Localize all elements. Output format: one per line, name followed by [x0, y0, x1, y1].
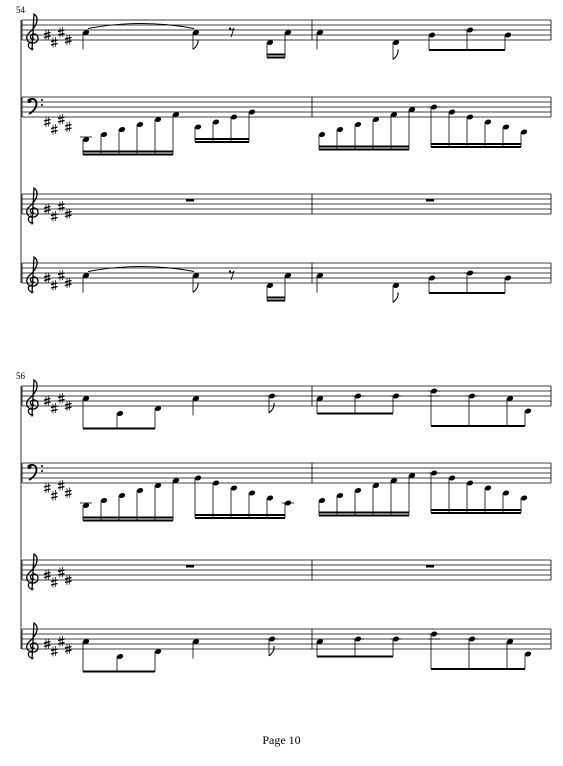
treble-clef-icon: [27, 380, 38, 416]
measure-number-56: 56: [16, 371, 25, 381]
clef-stroke: [27, 257, 38, 293]
sharp-icon: [58, 270, 65, 281]
sharp-stroke: [44, 123, 51, 125]
sharp-icon: [51, 211, 58, 222]
eighth-note: [192, 272, 200, 292]
whole-rest-icon: [426, 199, 434, 202]
sharp-stroke: [44, 486, 51, 488]
sharp-stroke: [51, 287, 58, 289]
sharp-stroke: [65, 404, 72, 406]
sharp-icon: [51, 280, 58, 291]
eighth-rest-icon: [229, 27, 234, 37]
beamed-group: [318, 472, 416, 515]
flag: [393, 50, 398, 60]
quarter-note: [192, 395, 200, 415]
beamed-group: [80, 111, 180, 154]
sharp-stroke: [51, 493, 58, 495]
sharp-stroke: [65, 125, 72, 127]
sharp-icon: [65, 488, 72, 499]
sharp-stroke: [44, 573, 51, 575]
clef-dot: [41, 470, 43, 472]
quarter-note: [316, 272, 324, 292]
sharp-icon: [58, 27, 65, 38]
sharp-icon: [58, 636, 65, 647]
sharp-stroke: [65, 578, 72, 580]
sharp-stroke: [44, 645, 51, 647]
staff: [22, 97, 551, 117]
beamed-group: [194, 475, 294, 518]
sharp-stroke: [65, 650, 72, 652]
sharp-stroke: [44, 399, 51, 401]
sharp-stroke: [44, 279, 51, 281]
whole-rest-icon: [426, 565, 434, 568]
sharp-stroke: [65, 407, 72, 409]
sharp-stroke: [51, 127, 58, 129]
clef-dot: [41, 465, 43, 467]
treble-clef-icon: [27, 188, 38, 224]
clef-stroke: [27, 554, 38, 590]
eighth-note: [392, 39, 400, 59]
beamed-group: [82, 638, 162, 671]
sharp-icon: [58, 480, 65, 491]
sharp-stroke: [44, 210, 51, 212]
sharp-icon: [58, 201, 65, 212]
clef-stroke: [27, 14, 38, 50]
staff: [22, 463, 551, 483]
beamed-group: [82, 395, 162, 428]
sharp-stroke: [44, 489, 51, 491]
sharp-stroke: [65, 281, 72, 283]
sharp-icon: [58, 567, 65, 578]
sharp-stroke: [65, 284, 72, 286]
clef-stroke: [27, 188, 38, 224]
clef-stroke: [27, 623, 38, 659]
clef-dot: [41, 104, 43, 106]
sharp-icon: [51, 490, 58, 501]
clef-dot: [28, 465, 32, 469]
measure-number-54: 54: [16, 5, 25, 15]
sharp-stroke: [58, 487, 65, 489]
staff: [22, 194, 551, 214]
beamed-group: [266, 29, 292, 57]
sharp-stroke: [65, 38, 72, 40]
sharp-icon: [58, 393, 65, 404]
eighth-note: [266, 636, 278, 656]
page-number: Page 10: [262, 733, 301, 747]
flag: [193, 283, 198, 293]
sharp-icon: [51, 577, 58, 588]
sharp-stroke: [65, 128, 72, 130]
sharp-stroke: [51, 44, 58, 46]
clef-stroke: [27, 380, 38, 416]
staff: [22, 560, 551, 580]
sharp-icon: [58, 114, 65, 125]
treble-clef-icon: [27, 623, 38, 659]
treble-clef-icon: [27, 257, 38, 293]
sharp-stroke: [51, 653, 58, 655]
eighth-note: [392, 282, 400, 302]
sharp-stroke: [44, 33, 51, 35]
sharp-stroke: [65, 41, 72, 43]
quarter-note: [82, 29, 90, 49]
sharp-stroke: [65, 647, 72, 649]
sharp-icon: [51, 124, 58, 135]
quarter-note: [82, 272, 90, 292]
sharp-stroke: [44, 120, 51, 122]
sharp-icon: [51, 646, 58, 657]
sharp-stroke: [65, 491, 72, 493]
sharp-stroke: [44, 402, 51, 404]
eighth-note: [192, 29, 200, 49]
sharp-stroke: [65, 494, 72, 496]
sharp-icon: [44, 117, 51, 128]
sharp-stroke: [58, 121, 65, 123]
sharp-stroke: [51, 218, 58, 220]
sharp-stroke: [44, 276, 51, 278]
flag: [193, 40, 198, 50]
tie-curve: [88, 24, 194, 29]
quarter-note: [316, 29, 324, 49]
sharp-stroke: [51, 410, 58, 412]
whole-rest-icon: [186, 199, 194, 202]
rest-dot: [229, 27, 231, 29]
treble-clef-icon: [27, 14, 38, 50]
sharp-stroke: [44, 642, 51, 644]
beamed-group: [80, 477, 180, 520]
beamed-group: [428, 388, 532, 426]
sharp-stroke: [65, 215, 72, 217]
sharp-stroke: [44, 36, 51, 38]
sharp-stroke: [44, 576, 51, 578]
flag: [393, 293, 398, 303]
sharp-icon: [51, 403, 58, 414]
sharp-icon: [65, 122, 72, 133]
flag: [269, 403, 274, 413]
rest-dot: [229, 270, 231, 272]
sharp-stroke: [51, 497, 58, 499]
eighth-rest-icon: [229, 270, 234, 280]
sharp-stroke: [51, 131, 58, 133]
flag: [269, 646, 274, 656]
beamed-group: [428, 104, 528, 147]
eighth-note: [266, 393, 278, 413]
beamed-group: [194, 109, 256, 142]
beamed-group: [318, 106, 416, 149]
beamed-group: [428, 631, 532, 669]
sharp-stroke: [65, 212, 72, 214]
clef-dot: [41, 99, 43, 101]
beamed-group: [428, 470, 528, 513]
beamed-group: [266, 272, 292, 300]
tie-curve: [88, 267, 194, 272]
sharp-icon: [51, 37, 58, 48]
sharp-icon: [44, 483, 51, 494]
sharp-stroke: [65, 581, 72, 583]
clef-dot: [28, 99, 32, 103]
sharp-stroke: [44, 207, 51, 209]
quarter-note: [192, 638, 200, 658]
treble-clef-icon: [27, 554, 38, 590]
whole-rest-icon: [186, 565, 194, 568]
sharp-stroke: [51, 584, 58, 586]
